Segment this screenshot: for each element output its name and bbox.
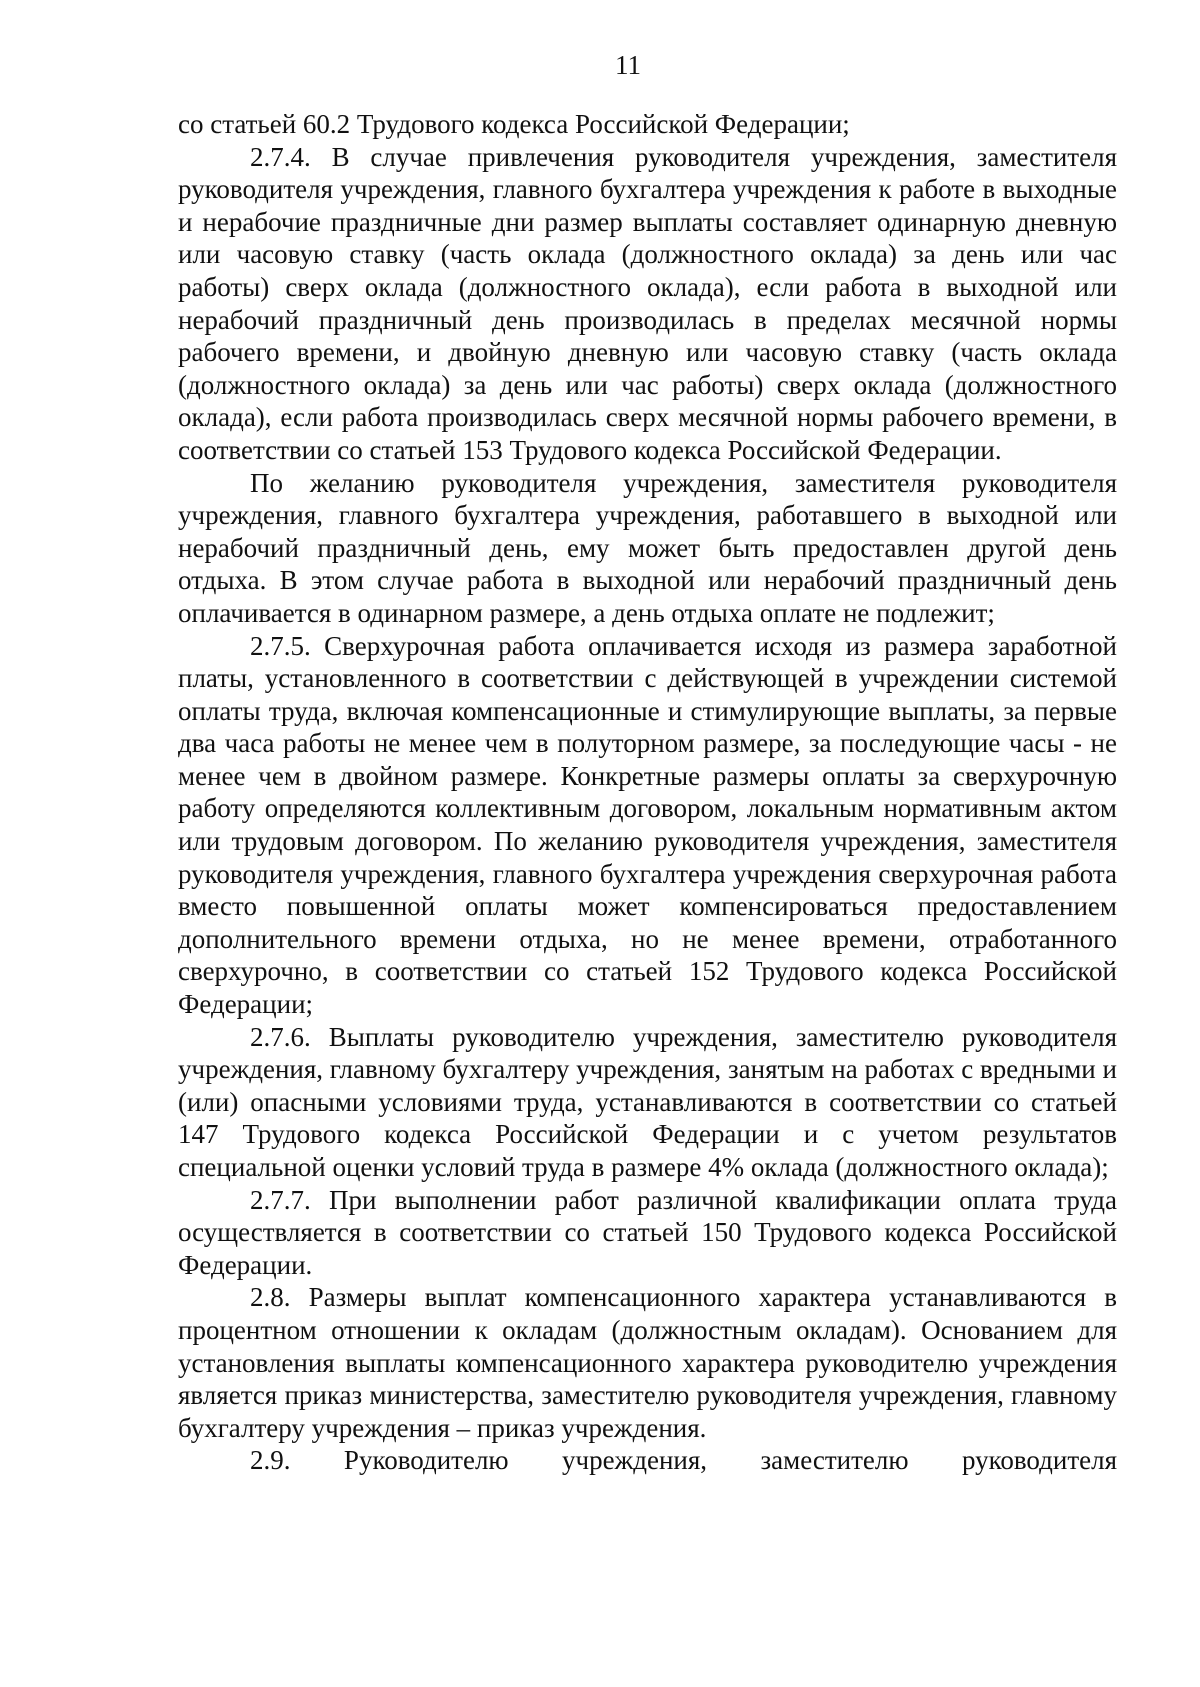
paragraph-continuation: со статьей 60.2 Трудового кодекса Российской Федерации; [178, 109, 850, 139]
document-body [178, 108, 1117, 1477]
paragraph-day-off-option: По желанию руководителя учреждения, заместителя руководителя учреждения, главного бухгалтера учреждения, работавшего в выходной или нерабочий праздничный день, ему может быть предоставлен другой день отдыха. В этом случае работа в выходной или нерабочий праздничный день оплачивается в одинарном размере, а день отдыха оплате не подлежит; [178, 467, 1117, 628]
paragraph-2-8: 2.8. Размеры выплат компенсационного характера устанавливаются в процентном отношении к окладам (должностным окладам). Основанием для установления выплаты компенсационного характера руководителю учреждения является приказ министерства, заместителю руководителя учреждения, главному бухгалтеру учреждения – приказ учреждения. [178, 1282, 1117, 1443]
paragraph-2-7-5: 2.7.5. Сверхурочная работа оплачивается исходя из размера заработной платы, установленного в соответствии с действующей в учреждении системой оплаты труда, включая компенсационные и стимулирующие выплаты, за первые два часа работы не менее чем в полуторном размере, за последующие часы - не менее чем в двойном размере. Конкретные размеры оплаты за сверхурочную работу определяются коллективным договором, локальным нормативным актом или трудовым договором. По желанию руководителя учреждения, заместителя руководителя учреждения, главного бухгалтера учреждения сверхурочная работа вместо повышенной оплаты может компенсироваться предоставлением дополнительного времени отдыха, но не менее времени, отработанного сверхурочно, в соответствии со статьей 152 Трудового кодекса Российской Федерации; [178, 630, 1117, 1020]
paragraph-2-9: 2.9. Руководителю учреждения, заместителю руководителя [250, 1445, 1117, 1476]
paragraph-2-7-7: 2.7.7. При выполнении работ различной квалификации оплата труда осуществляется в соответствии со статьей 150 Трудового кодекса Российской Федерации. [178, 1184, 1117, 1280]
page-number: 11 [615, 50, 641, 80]
paragraph-2-7-6: 2.7.6. Выплаты руководителю учреждения, заместителю руководителя учреждения, главному бухгалтеру учреждения, занятым на работах с вредными и (или) опасными условиями труда, устанавливаются в соответствии со статьей 147 Трудового кодекса Российской Федерации и с учетом результатов специальной оценки условий труда в размере 4% оклада (должностного оклада); [178, 1021, 1117, 1182]
paragraph-2-7-4: 2.7.4. В случае привлечения руководителя учреждения, заместителя руководителя учреждения, главного бухгалтера учреждения к работе в выходные и нерабочие праздничные дни размер выплаты составляет одинарную дневную или часовую ставку (часть оклада (должностного оклада) за день или час работы) сверх оклада (должностного оклада), если работа в выходной или нерабочий праздничный день производилась в пределах месячной нормы рабочего времени, и двойную дневную или часовую ставку (часть оклада (должностного оклада) за день или час работы) сверх оклада (должностного оклада), если работа производилась сверх месячной нормы рабочего времени, в соответствии со статьей 153 Трудового кодекса Российской Федерации. [178, 141, 1117, 465]
